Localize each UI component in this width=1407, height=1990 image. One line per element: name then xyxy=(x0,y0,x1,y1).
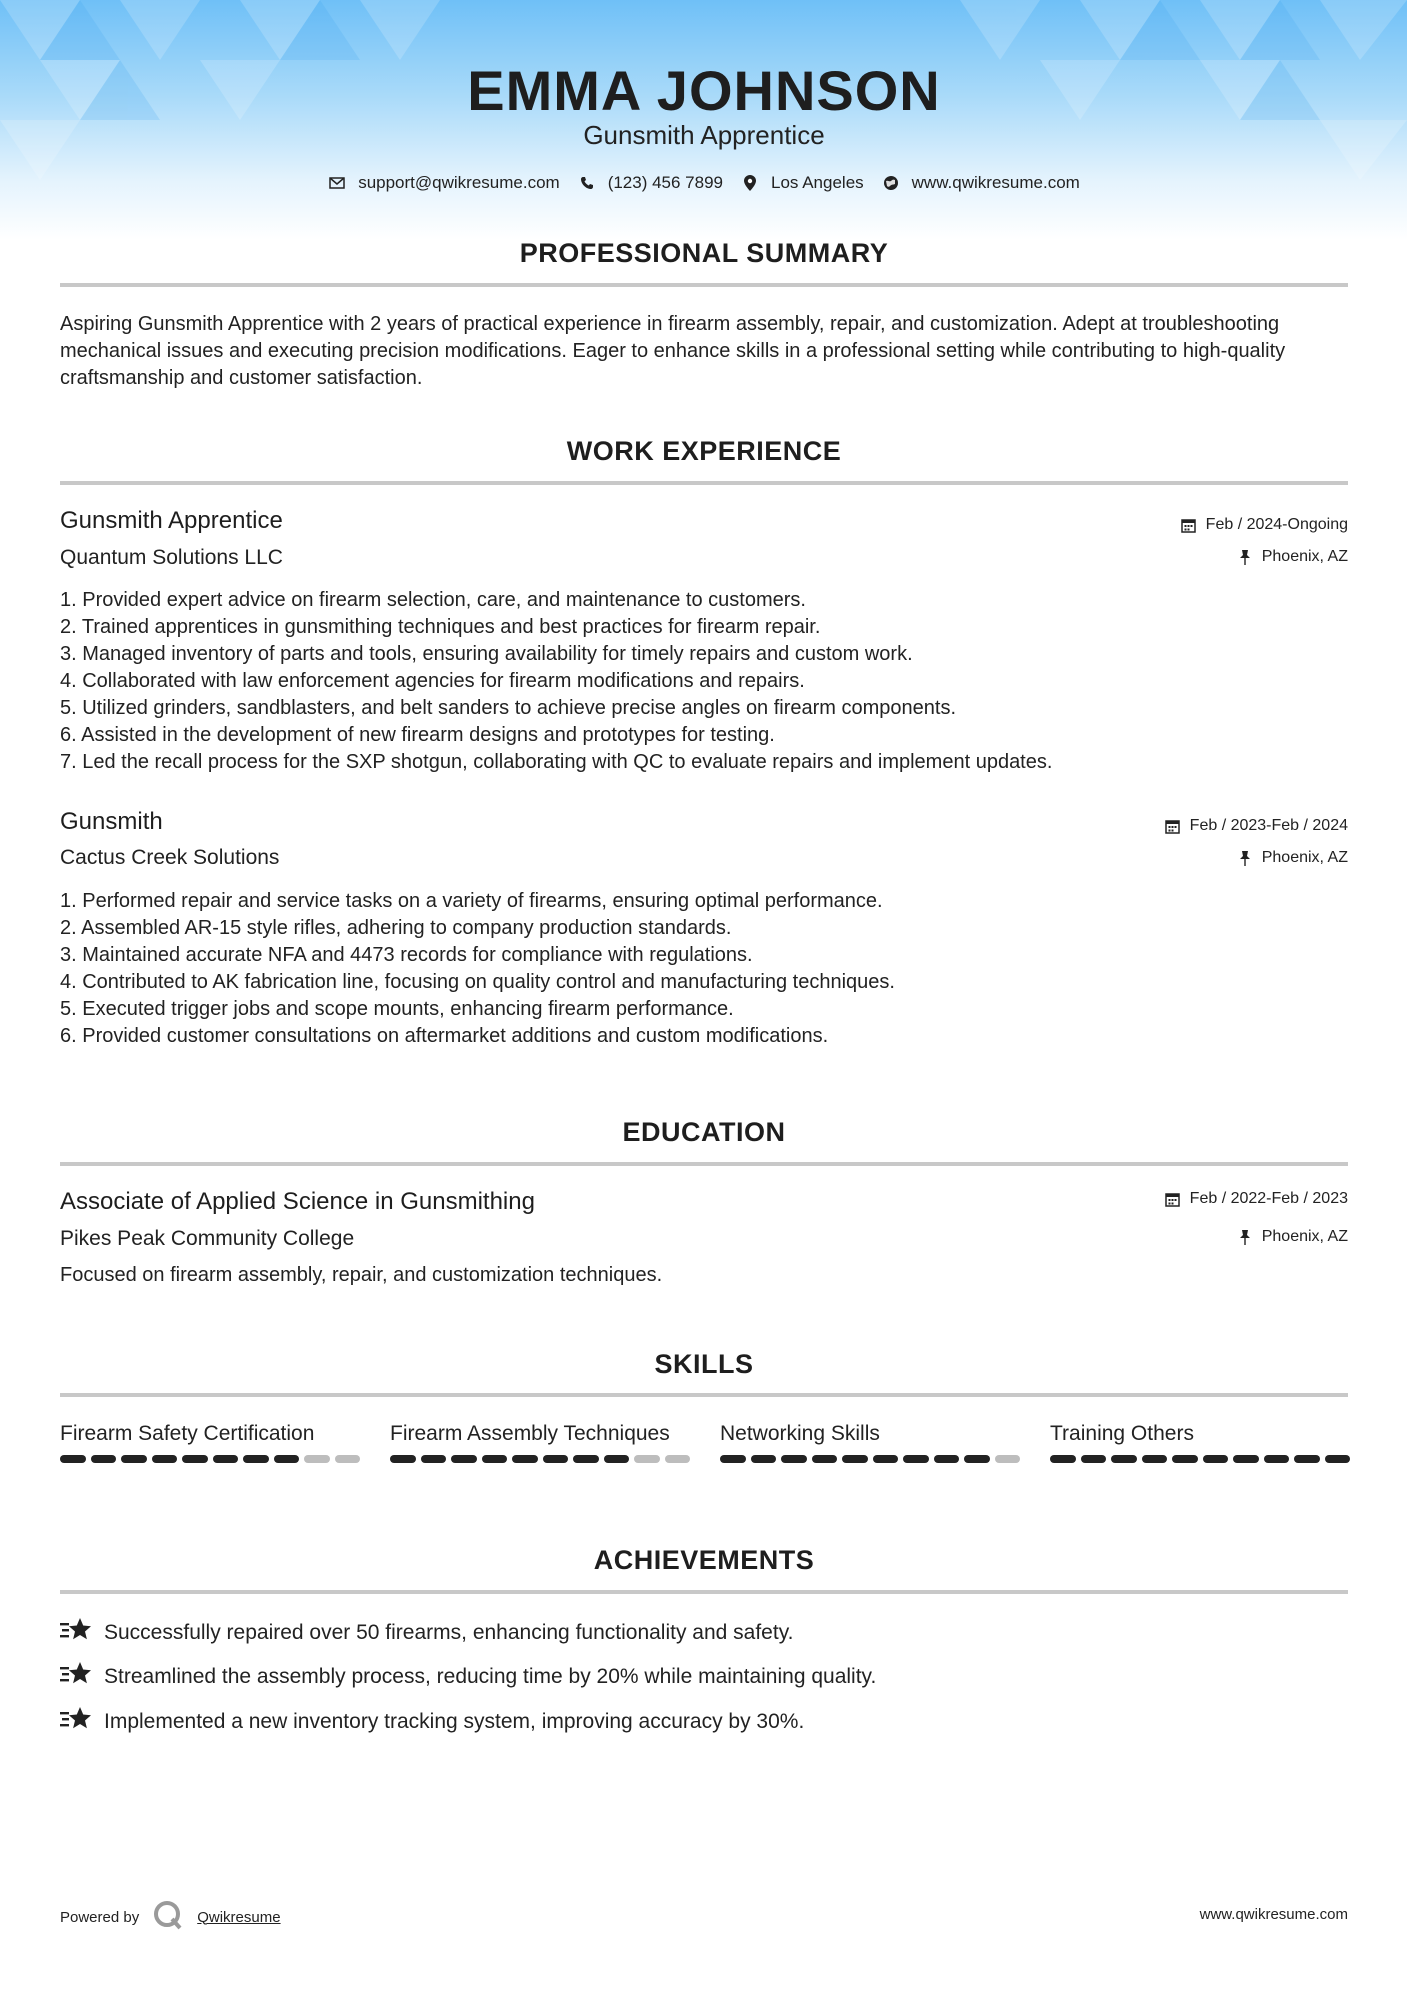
skill-level-bar xyxy=(60,1455,360,1463)
skill-level-segment xyxy=(182,1455,208,1463)
skill-level-segment xyxy=(634,1455,660,1463)
star-icon xyxy=(60,1706,92,1738)
skills-heading: SKILLS xyxy=(654,1349,754,1379)
skill-name: Firearm Safety Certification xyxy=(60,1422,315,1445)
skill-level-segment xyxy=(842,1455,868,1463)
skill-level-segment xyxy=(1081,1455,1107,1463)
phone-icon xyxy=(578,174,596,192)
skill-level-segment xyxy=(1264,1455,1290,1463)
envelope-icon xyxy=(328,174,346,192)
contact-bar xyxy=(60,173,1348,193)
skill-level-segment xyxy=(543,1455,569,1463)
education-location xyxy=(1236,1228,1348,1246)
job-company: Cactus Creek Solutions xyxy=(60,846,280,869)
contact-website[interactable] xyxy=(882,173,1080,193)
globe-icon xyxy=(882,174,900,192)
skill-level-segment xyxy=(421,1455,447,1463)
email-text: support@qwikresume.com xyxy=(358,173,560,192)
skill-item xyxy=(720,1420,1020,1463)
skill-level-segment xyxy=(213,1455,239,1463)
skill-level-segment xyxy=(121,1455,147,1463)
skill-level-segment xyxy=(995,1455,1021,1463)
skill-item xyxy=(60,1420,360,1463)
list-item: 7. Led the recall process for the SXP shotgun, collaborating with QC to evaluate repairs and implement updates. xyxy=(60,751,1053,773)
calendar-icon xyxy=(1164,817,1182,835)
list-item: 4. Collaborated with law enforcement agencies for firearm modifications and repairs. xyxy=(60,670,805,692)
star-icon xyxy=(60,1617,92,1649)
education-dates xyxy=(1164,1190,1348,1208)
qwikresume-logo-icon xyxy=(153,1900,183,1934)
skill-level-segment xyxy=(781,1455,807,1463)
skill-level-segment xyxy=(243,1455,269,1463)
skill-item xyxy=(1050,1420,1350,1463)
summary-divider xyxy=(60,283,1348,287)
experience-heading: WORK EXPERIENCE xyxy=(566,436,842,466)
skill-level-segment xyxy=(91,1455,117,1463)
skill-level-segment xyxy=(1233,1455,1259,1463)
education-degree: Associate of Applied Science in Gunsmithing xyxy=(60,1188,535,1215)
summary-heading: PROFESSIONAL SUMMARY xyxy=(519,238,889,268)
footer-powered-by xyxy=(60,1900,281,1934)
skill-level-segment xyxy=(751,1455,777,1463)
skill-level-segment xyxy=(152,1455,178,1463)
skill-level-segment xyxy=(934,1455,960,1463)
skill-level-segment xyxy=(1142,1455,1168,1463)
achievements-heading: ACHIEVEMENTS xyxy=(593,1545,815,1575)
skill-level-segment xyxy=(1203,1455,1229,1463)
job-dates-text: Feb / 2023-Feb / 2024 xyxy=(1189,817,1348,834)
job-location xyxy=(1236,548,1348,566)
skill-level-segment xyxy=(1050,1455,1076,1463)
skill-level-segment xyxy=(873,1455,899,1463)
skill-level-segment xyxy=(512,1455,538,1463)
achievement-item xyxy=(60,1706,804,1738)
skill-level-bar xyxy=(720,1455,1020,1463)
skill-level-segment xyxy=(665,1455,691,1463)
achievement-text: Successfully repaired over 50 firearms, enhancing functionality and safety. xyxy=(104,1621,794,1644)
skill-level-segment xyxy=(335,1455,361,1463)
job-dates-text: Feb / 2024-Ongoing xyxy=(1205,516,1348,533)
job-location-text: Phoenix, AZ xyxy=(1261,849,1348,866)
skill-name: Networking Skills xyxy=(720,1422,880,1445)
education-dates-text: Feb / 2022-Feb / 2023 xyxy=(1189,1190,1348,1207)
job-responsibilities xyxy=(60,888,1348,1050)
pushpin-icon xyxy=(1236,1228,1254,1246)
list-item: 3. Maintained accurate NFA and 4473 records for compliance with regulations. xyxy=(60,944,753,966)
education-divider xyxy=(60,1162,1348,1166)
star-icon xyxy=(60,1661,92,1693)
job-company: Quantum Solutions LLC xyxy=(60,546,283,569)
skill-name: Firearm Assembly Techniques xyxy=(390,1422,670,1445)
list-item: 5. Utilized grinders, sandblasters, and belt sanders to achieve precise angles on firearm components. xyxy=(60,697,957,719)
skill-level-bar xyxy=(1050,1455,1350,1463)
list-item: 2. Assembled AR-15 style rifles, adhering to company production standards. xyxy=(60,917,732,939)
map-pin-icon xyxy=(741,174,759,192)
education-heading: EDUCATION xyxy=(622,1117,786,1147)
candidate-name: EMMA JOHNSON xyxy=(467,59,941,122)
powered-by-label: Powered by xyxy=(60,1908,140,1926)
skill-level-bar xyxy=(390,1455,690,1463)
list-item: 6. Provided customer consultations on aftermarket additions and custom modifications. xyxy=(60,1025,829,1047)
pushpin-icon xyxy=(1236,849,1254,867)
job-responsibilities xyxy=(60,587,1348,776)
skill-level-segment xyxy=(1111,1455,1137,1463)
skill-level-segment xyxy=(390,1455,416,1463)
website-text: www.qwikresume.com xyxy=(911,173,1080,192)
skill-level-segment xyxy=(304,1455,330,1463)
skill-level-segment xyxy=(60,1455,86,1463)
skill-level-segment xyxy=(1294,1455,1320,1463)
job-dates xyxy=(1180,516,1348,534)
summary-text: Aspiring Gunsmith Apprentice with 2 years of practical experience in firearm assembly, repair, and customization. Adept at troubleshooting mechanical issues and executing precision modifications. Eager to enhance skills in a professional setting while contributing to high-quality craftsmanship and customer satisfaction. xyxy=(60,313,1286,389)
job-location xyxy=(1236,849,1348,867)
location-text: Los Angeles xyxy=(771,173,864,192)
skill-level-segment xyxy=(1325,1455,1351,1463)
education-location-text: Phoenix, AZ xyxy=(1261,1228,1348,1245)
skill-level-segment xyxy=(274,1455,300,1463)
skills-grid xyxy=(60,1420,1348,1463)
skill-level-segment xyxy=(604,1455,630,1463)
skill-level-segment xyxy=(964,1455,990,1463)
skill-level-segment xyxy=(1172,1455,1198,1463)
education-description: Focused on firearm assembly, repair, and customization techniques. xyxy=(60,1264,663,1286)
skills-divider xyxy=(60,1393,1348,1397)
job-dates xyxy=(1164,817,1348,835)
job-title: Gunsmith xyxy=(60,808,163,835)
pushpin-icon xyxy=(1236,548,1254,566)
contact-phone[interactable] xyxy=(578,173,723,193)
achievement-item xyxy=(60,1661,876,1693)
skill-level-segment xyxy=(812,1455,838,1463)
skill-level-segment xyxy=(720,1455,746,1463)
calendar-icon xyxy=(1180,516,1198,534)
list-item: 2. Trained apprentices in gunsmithing techniques and best practices for firearm repair. xyxy=(60,616,821,638)
list-item: 1. Provided expert advice on firearm selection, care, and maintenance to customers. xyxy=(60,589,806,611)
skill-level-segment xyxy=(451,1455,477,1463)
footer-website[interactable]: www.qwikresume.com xyxy=(1199,1906,1348,1923)
achievement-text: Implemented a new inventory tracking system, improving accuracy by 30%. xyxy=(104,1710,805,1733)
skill-level-segment xyxy=(573,1455,599,1463)
achievement-text: Streamlined the assembly process, reducing time by 20% while maintaining quality. xyxy=(104,1665,877,1688)
list-item: 1. Performed repair and service tasks on a variety of firearms, ensuring optimal performance. xyxy=(60,890,883,912)
job-location-text: Phoenix, AZ xyxy=(1261,548,1348,565)
job-title: Gunsmith Apprentice xyxy=(60,507,283,534)
qwikresume-link[interactable]: Qwikresume xyxy=(197,1908,281,1926)
skill-level-segment xyxy=(903,1455,929,1463)
experience-divider xyxy=(60,481,1348,485)
list-item: 5. Executed trigger jobs and scope mounts, enhancing firearm performance. xyxy=(60,998,734,1020)
achievement-item xyxy=(60,1617,793,1649)
achievements-divider xyxy=(60,1590,1348,1594)
contact-email[interactable] xyxy=(328,173,560,193)
contact-location xyxy=(741,173,864,193)
calendar-icon xyxy=(1164,1190,1182,1208)
list-item: 3. Managed inventory of parts and tools, ensuring availability for timely repairs and custom work. xyxy=(60,643,913,665)
list-item: 6. Assisted in the development of new firearm designs and prototypes for testing. xyxy=(60,724,775,746)
skill-name: Training Others xyxy=(1050,1422,1194,1445)
skill-item xyxy=(390,1420,690,1463)
phone-text: (123) 456 7899 xyxy=(607,173,724,192)
list-item: 4. Contributed to AK fabrication line, focusing on quality control and manufacturing techniques. xyxy=(60,971,895,993)
candidate-role: Gunsmith Apprentice xyxy=(583,120,825,150)
education-school: Pikes Peak Community College xyxy=(60,1227,355,1250)
skill-level-segment xyxy=(482,1455,508,1463)
